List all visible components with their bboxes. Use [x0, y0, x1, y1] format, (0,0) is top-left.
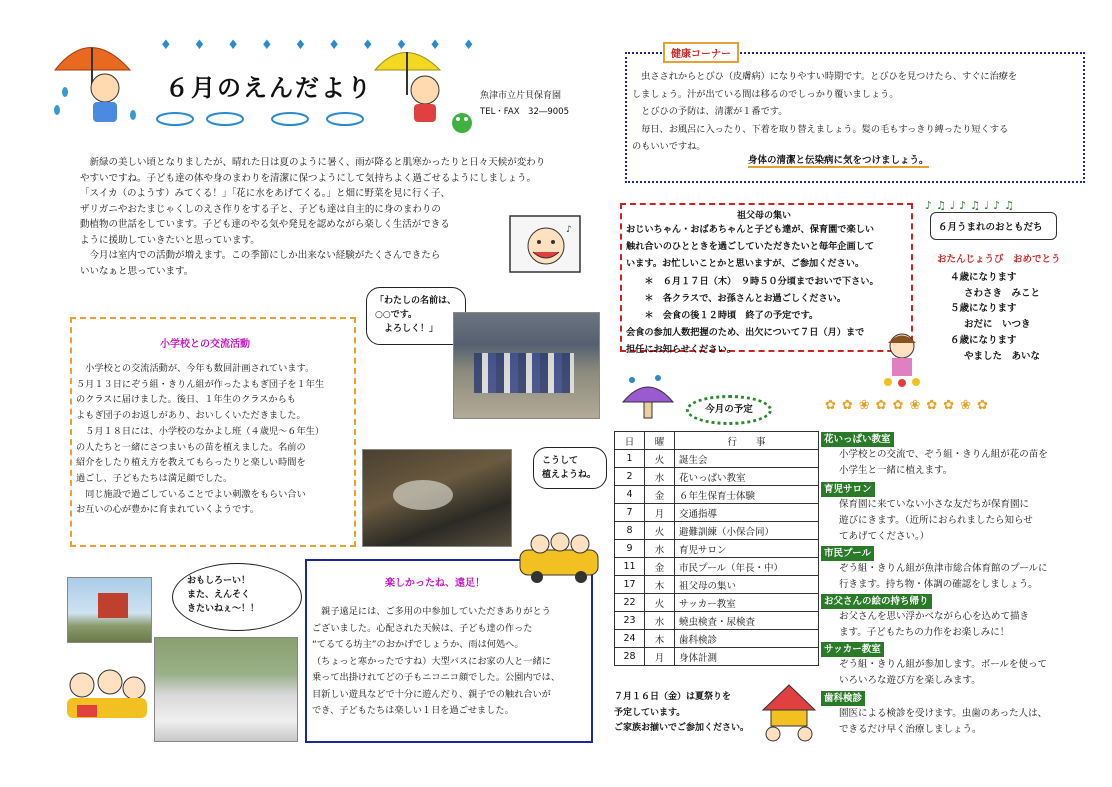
- cell-day: 4: [615, 486, 645, 504]
- table-row: [615, 468, 819, 486]
- event-title: 市民プール: [821, 546, 874, 561]
- cell-weekday: 金: [645, 486, 675, 504]
- school-phone: TEL・FAX 32―9005: [480, 107, 569, 117]
- cell-day: 28: [615, 648, 645, 666]
- ripple-decoration: [150, 108, 370, 130]
- event-title: お父さんの絵の持ち帰り: [821, 594, 932, 609]
- cell-event: 誕生会: [675, 450, 819, 468]
- event-title: 花いっぱい教室: [821, 432, 894, 447]
- grandparents-body: おじいちゃん・おばあちゃんと子ども達が、保育園で楽しい 触れ合いのひとときを過ごしていただきたいと毎年企画して います。お忙しいことかと思いますが、ご参加ください。 ＊ ６月１７日（木） ９時５０分頃までおいで下さい。 ＊ 各クラスで、お孫さんとお過ごしください。 ＊ 会食の後１２時頃 終了の予定です。 会食の参加人数把握のため、出欠について７日（月）まで 担任にお知らせください。: [626, 224, 879, 356]
- event-title: 育児サロン: [821, 482, 875, 497]
- cell-day: 22: [615, 594, 645, 612]
- intro-text: 新緑の美しい頃となりましたが、晴れた日は夏のように暑く、雨が降ると肌寒かったりと日々天候が変わり やすいですね。子ども達の体や身のまわりを清潔に保つようにして気持ちよく過ごせるようにしましょう。 「スイカ（のようす）みてくる！」「花に水をあげてくる。」と畑に野菜を見に行く子、 ザリガニやおたまじゃくしのえさ作りをする子と、子ども達は自主的に身のまわりの 動植物の世話をしています。子ども達のやる気や発見を認めながら楽しく生活ができる ように援助していきたいと思っています。 今月は室内での活動が増えます。この季節にしか出来ない経験がたくさんできたら いいなぁと思っています。: [80, 157, 546, 277]
- svg-text:♪: ♪: [566, 225, 572, 235]
- birthday-age: ４歳になります: [950, 272, 1017, 283]
- umbrella-mushroom-illustration: [618, 372, 678, 424]
- school-name: 魚津市立片貝保育園: [480, 91, 562, 101]
- event-body: ぞう組・きりん組が参加します。ボールを使って いろいろな遊び方を楽しみます。: [839, 659, 1048, 686]
- umbrella-boy-illustration: [370, 35, 480, 140]
- table-row: [615, 594, 819, 612]
- table-row: [615, 450, 819, 468]
- umbrella-girl-illustration: [45, 30, 155, 135]
- event-body: 小学校との交流で、ぞう組・きりん組が花の苗を 小学生と一緒に植えます。: [839, 449, 1048, 476]
- birthday-name: さわさき みこと: [964, 287, 1041, 299]
- cell-weekday: 火: [645, 522, 675, 540]
- birthday-name: やました あいな: [964, 350, 1041, 362]
- birthday-age: ５歳になります: [950, 303, 1017, 315]
- event-body: お父さんを思い浮かべながら心を込めて描き ます。子どもたちの力作をお楽しみに！: [839, 611, 1030, 638]
- schedule-table: [614, 431, 819, 666]
- raindrops-decoration: ♦♦♦♦♦♦♦♦♦♦: [160, 38, 497, 53]
- cell-day: 11: [615, 558, 645, 576]
- flower-border-decoration: ✿✿❀✿✿❀✿✿❀✿: [825, 398, 994, 413]
- table-row: [615, 558, 819, 576]
- health-body: 虫さされからとびひ（皮膚病）になりやすい時期です。とびひを見つけたら、すぐに治療を しましょう。汁が出ている間は移るのでしっかり覆いましょう。 とびひの予防は、清潔が１番です。 毎日、お風呂に入ったり、下着を取り替えましょう。髪の毛もすっきり縛ったり短くする のもいいですね。: [632, 71, 1018, 152]
- table-row: [615, 630, 819, 648]
- cell-day: 1: [615, 450, 645, 468]
- health-title: 健康コーナー: [663, 42, 739, 63]
- elementary-title: 小学校との交流活動: [160, 339, 250, 350]
- cell-weekday: 月: [645, 504, 675, 522]
- schedule-note: ７月１６日（金）は夏祭りを 予定しています。 ご家族お揃いでご参加ください。: [614, 692, 750, 733]
- cell-day: 2: [615, 468, 645, 486]
- event-title: 歯科検診: [821, 691, 865, 706]
- music-notes-decoration: ♪♫♩♪♫♩♪♫: [925, 199, 1019, 212]
- cell-event: 市民プール（年長・中）: [675, 558, 819, 576]
- header-weekday: 曜: [645, 432, 675, 450]
- class-photo-1: [453, 312, 600, 419]
- planting-bubble: こうして 植えようね。: [533, 447, 607, 489]
- event-body: 保育園に来ていない小さな友だちが保育園に 遊びにきます。（近所におられましたら知らせ てあげてください。）: [839, 499, 1033, 542]
- birthday-age: ６歳になります: [950, 334, 1017, 346]
- excursion-title: 楽しかったね、遠足！: [385, 578, 485, 589]
- table-row: [615, 540, 819, 558]
- birthday-title: ６月うまれのおともだち: [938, 222, 1043, 233]
- cell-event: ６年生保育士体験: [675, 486, 819, 504]
- table-row: [615, 522, 819, 540]
- header-event: 行 事: [675, 432, 819, 450]
- cell-event: 交通指導: [675, 504, 819, 522]
- excursion-body: 親子遠足には、ご多用の中参加していただきありがとう ございました。心配された天候は、子ども達の作った “てるてる坊主”のおかげでしょうか、雨は何処へ。 （ちょっと寒かったですね）大型バスにお家の人と一緒に 乗って出掛けれてどの子もニコニコ顔でした。公園内では、 目新しい遊具などで十分に遊んだり、親子での触れ合いが でき、子どもたちは楽しい１日を過ごせました。: [312, 606, 561, 716]
- event-body: 園医による検診を受けます。虫歯のあった人は、 できるだけ早く治療しましょう。: [839, 708, 1048, 735]
- schedule-title: 今月の予定: [686, 395, 772, 425]
- cell-event: 避難訓練（小保合同）: [675, 522, 819, 540]
- header-day: 日: [615, 432, 645, 450]
- cell-day: 8: [615, 522, 645, 540]
- cell-weekday: 木: [645, 630, 675, 648]
- event-title: サッカー教室: [821, 642, 884, 657]
- cell-weekday: 木: [645, 576, 675, 594]
- fun-bubble: おもしろーい！ また、えんそく きたいねぇ～！！: [172, 563, 302, 631]
- cell-weekday: 火: [645, 450, 675, 468]
- cell-weekday: 水: [645, 540, 675, 558]
- header: [40, 30, 600, 140]
- cell-event: 身体計測: [675, 648, 819, 666]
- cell-weekday: 火: [645, 594, 675, 612]
- slide-photo: [67, 577, 152, 643]
- cell-event: 祖父母の集い: [675, 576, 819, 594]
- children-illustration: [62, 660, 152, 725]
- planting-photo: [362, 449, 512, 547]
- cell-event: 蟯虫検査・尿検査: [675, 612, 819, 630]
- health-highlight: 身体の清潔と伝染病に気をつけましょう。: [748, 152, 929, 168]
- cell-day: 24: [615, 630, 645, 648]
- birthday-greeting: おたんじょうび おめでとう: [937, 254, 1061, 265]
- festival-illustration: [757, 680, 822, 745]
- table-row: [615, 576, 819, 594]
- cell-day: 23: [615, 612, 645, 630]
- cell-event: サッカー教室: [675, 594, 819, 612]
- name-bubble: 「わたしの名前は、 ○○です。 よろしく！」: [366, 287, 466, 345]
- grandparents-title: 祖父母の集い: [737, 211, 792, 221]
- page-title: ６月のえんだより: [165, 74, 373, 102]
- cell-day: 9: [615, 540, 645, 558]
- child-window-illustration: [508, 212, 583, 277]
- event-body: ぞう組・きりん組が魚津市総合体育館のプールに 行きます。持ち物・体調の確認をしましょう。: [839, 563, 1048, 590]
- table-header: [615, 432, 819, 450]
- birthday-name: おだに いつき: [964, 319, 1031, 331]
- elementary-body: 小学校との交流活動が、今年も数回計画されています。 ５月１３日にぞう組・きりん組が作ったよもぎ団子を１年生 のクラスに届けました。後日、１年生のクラスからも よもぎ団子のお返しがあり、おいしくいただきました。 ５月１８日には、小学校のなかよし班（４歳児～６年生） の人たちと一緒にさつまいもの苗を植えました。名前の 紹介をしたり植え方を教えてもらったりと楽しい時間を 過ごし、子どもたちは満足顔でした。 同じ施設で過ごしていることでよい刺激をもらい合い お互いの心が豊かに育まれていくようです。: [76, 363, 325, 516]
- cell-day: 17: [615, 576, 645, 594]
- table-row: [615, 504, 819, 522]
- bus-illustration: [515, 530, 605, 585]
- table-row: [615, 648, 819, 666]
- cell-weekday: 月: [645, 648, 675, 666]
- cell-weekday: 水: [645, 468, 675, 486]
- birthday-entry: [950, 270, 1040, 364]
- cell-event: 育児サロン: [675, 540, 819, 558]
- cell-event: 花いっぱい教室: [675, 468, 819, 486]
- cell-weekday: 水: [645, 612, 675, 630]
- table-row: [615, 612, 819, 630]
- cell-day: 7: [615, 504, 645, 522]
- cell-weekday: 金: [645, 558, 675, 576]
- cell-event: 歯科検診: [675, 630, 819, 648]
- playground-photo: [154, 637, 298, 742]
- table-row: [615, 486, 819, 504]
- girl-flowers-illustration: [880, 328, 925, 388]
